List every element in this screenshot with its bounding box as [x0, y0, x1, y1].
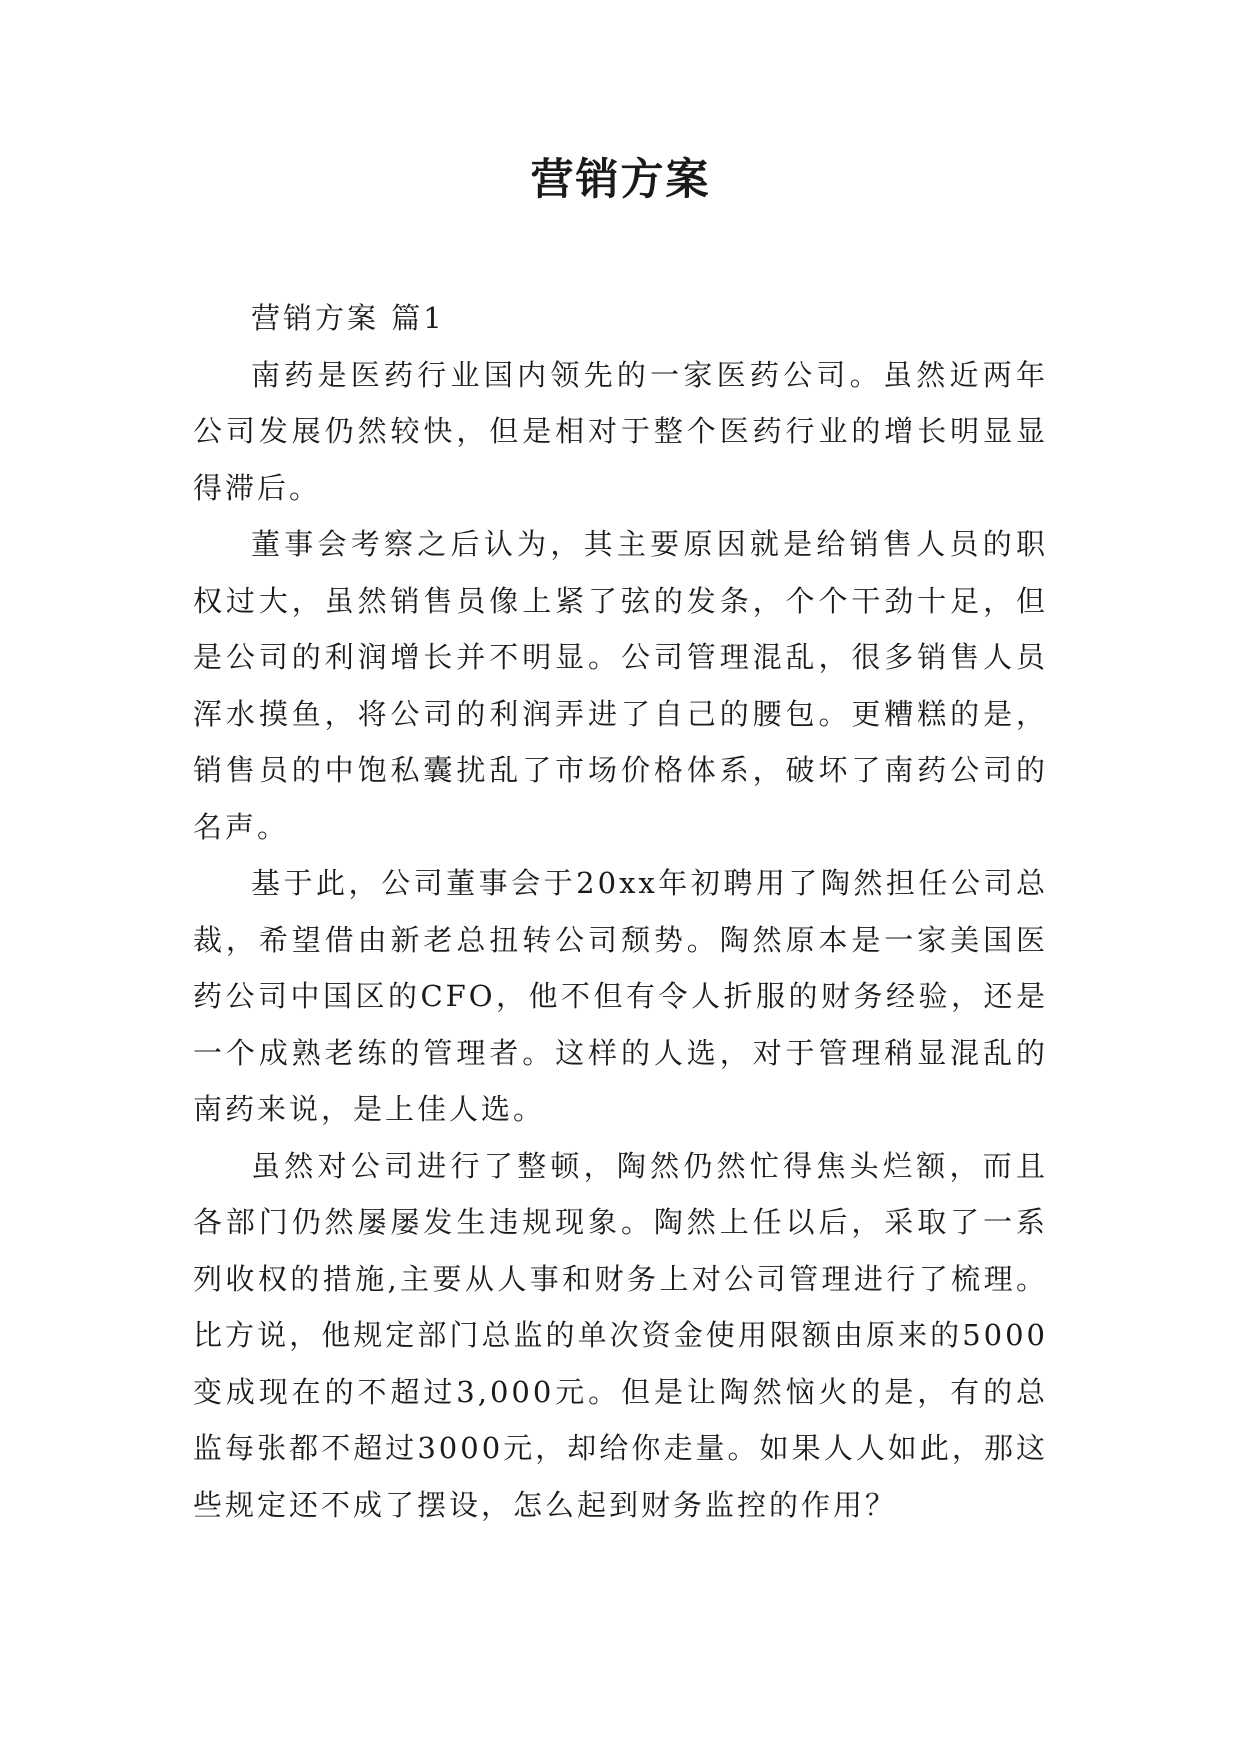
paragraph: 基于此，公司董事会于20xx年初聘用了陶然担任公司总裁，希望借由新老总扭转公司颓势。陶然原本是一家美国医药公司中国区的CFO，他不但有令人折服的财务经验，还是一个成熟老练的管理者。这样的人选，对于管理稍显混乱的南药来说，是上佳人选。: [193, 866, 1048, 1126]
paragraph: 虽然对公司进行了整顿，陶然仍然忙得焦头烂额，而且各部门仍然屡屡发生违规现象。陶然上任以后，采取了一系列收权的措施,主要从人事和财务上对公司管理进行了梳理。比方说，他规定部门总监的单次资金使用限额由原来的5000变成现在的不超过3,000元。但是让陶然恼火的是，有的总监每张都不超过3000元，却给你走量。如果人人如此，那这些规定还不成了摆设，怎么起到财务监控的作用？: [193, 1148, 1048, 1522]
paragraph: 南药是医药行业国内领先的一家医药公司。虽然近两年公司发展仍然较快，但是相对于整个医药行业的增长明显显得滞后。: [193, 357, 1048, 505]
paragraph: 董事会考察之后认为，其主要原因就是给销售人员的职权过大，虽然销售员像上紧了弦的发条，个个干劲十足，但是公司的利润增长并不明显。公司管理混乱，很多销售人员浑水摸鱼，将公司的利润弄进了自己的腰包。更糟糕的是，销售员的中饱私囊扰乱了市场价格体系，破坏了南药公司的名声。: [193, 527, 1048, 844]
document-title: 营销方案: [530, 155, 711, 205]
section-heading: 营销方案 篇1: [251, 301, 445, 335]
document-body: [193, 290, 1048, 1533]
